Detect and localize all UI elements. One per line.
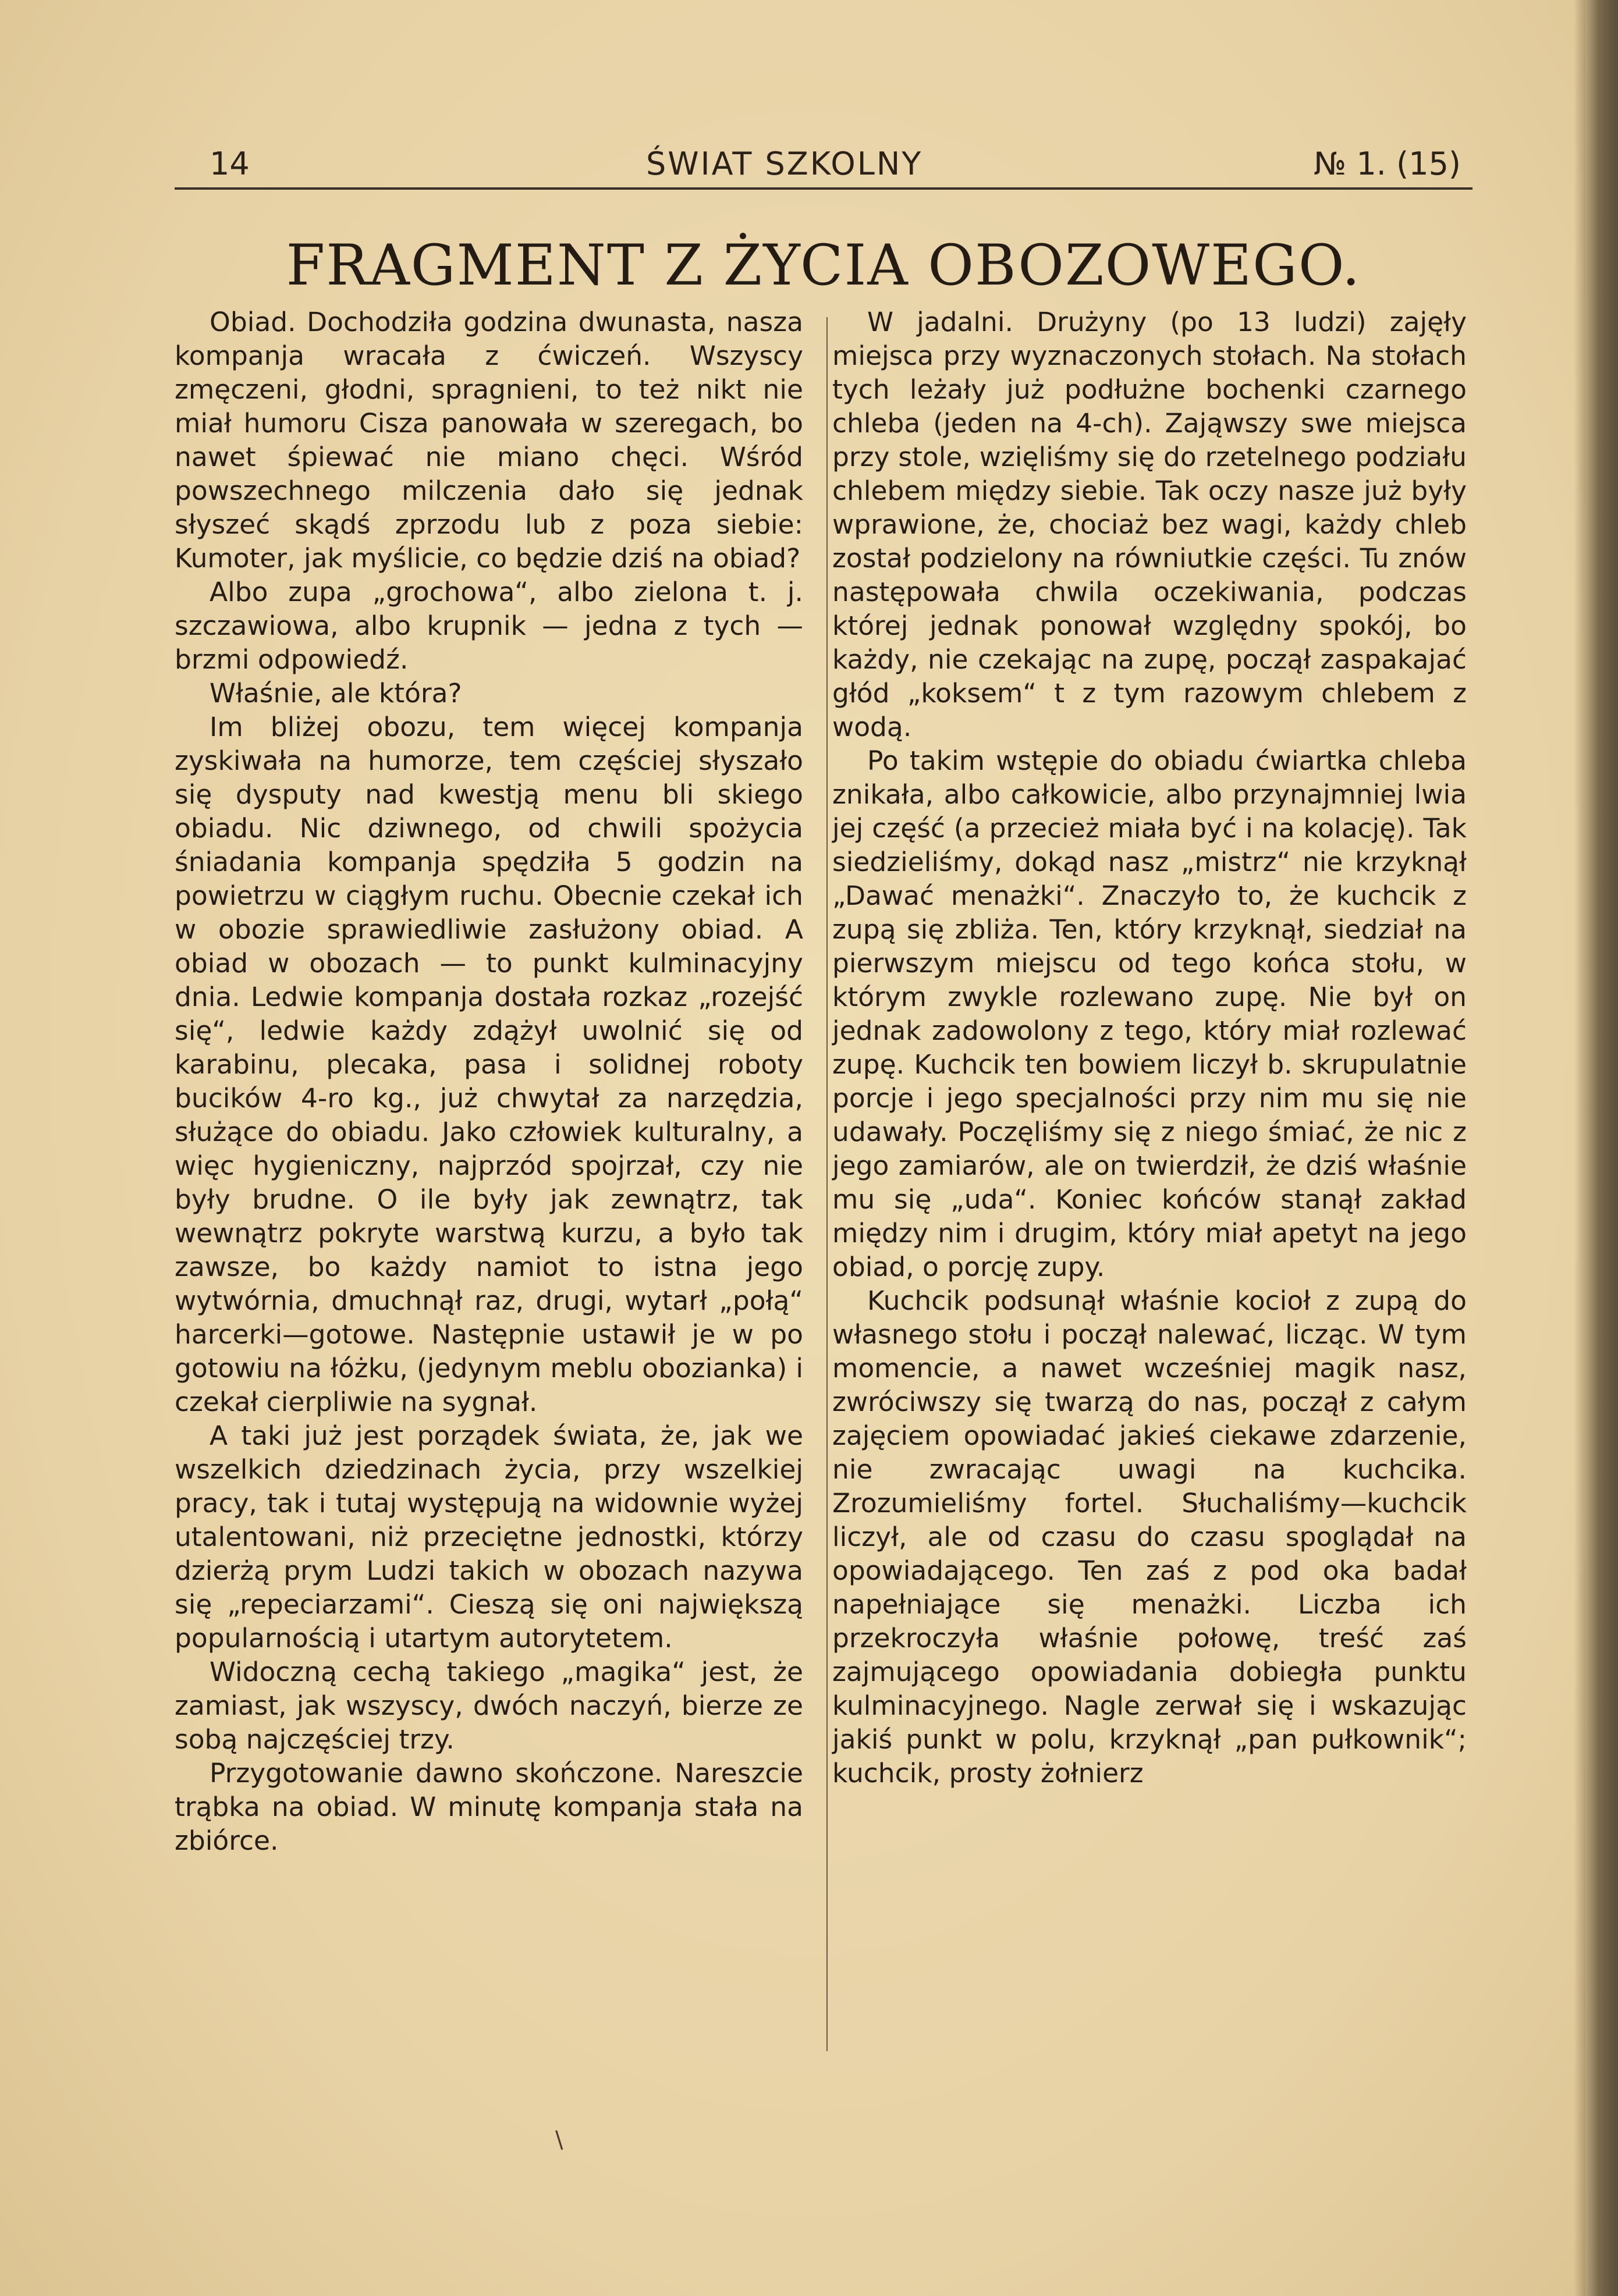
page-shadow bbox=[1574, 0, 1585, 2296]
header-rule bbox=[175, 187, 1472, 190]
paragraph: Albo zupa „grochowa“, albo zielona t. j. szczawiowa, albo krupnik — jedna z tych — brzmi odpowiedź. bbox=[175, 577, 803, 675]
paragraph: Przygotowanie dawno skończone. Nareszcie trąbka na obiad. W minutę kompanja stała na zbiórce. bbox=[175, 1758, 803, 1856]
paragraph: Kuchcik podsunął właśnie kocioł z zupą do własnego stołu i począł nalewać, licząc. W tym momencie, a nawet wcześniej magik nasz, zwróciwszy się twarzą do nas, począł z całym zajęciem opowiadać jakieś ciekawe zdarzenie, nie zwracając uwagi na kuchcika. Zrozumieliśmy fortel. Słuchaliśmy—kuchcik liczył, ale od czasu do czasu spoglądał na opowiadającego. Ten zaś z pod oka badał napełniające się menażki. Liczba ich przekroczyła właśnie połowę, treść zaś zajmującego opowiadania dobiegła punktu kulminacyjnego. Nagle zerwał się i wskazując jakiś punkt w polu, krzyknął „pan pułkownik“; kuchcik, prosty żołnierz bbox=[832, 1285, 1467, 1789]
paragraph: A taki już jest porządek świata, że, jak we wszelkich dziedzinach życia, przy wszelkiej pracy, tak i tutaj występują na widownie wyżej utalentowani, niż przeciętne jednostki, którzy dzierżą prym Ludzi takich w obozach nazywa się „repeciarzami“. Cieszą się oni największą popularnością i utartym autorytetem. bbox=[175, 1420, 803, 1654]
paragraph: Im bliżej obozu, tem więcej kompanja zyskiwała na humorze, tem częściej słyszało się dysputy nad kwestją menu bli skiego obiadu. Nic dziwnego, od chwili spożycia śniadania kompanja spędziła 5 godzin na powietrzu w ciągłym ruchu. Obecnie czekał ich w obozie sprawiedliwie zasłużony obiad. A obiad w obozach — to punkt kulminacyjny dnia. Ledwie kompanja dostała rozkaz „rozejść się“, ledwie każdy zdążył uwolnić się od karabinu, plecaka, pasa i solidnej roboty bucików 4-ro kg., już chwytał za narzędzia, służące do obiadu. Jako człowiek kulturalny, a więc hygieniczny, najprzód spojrzał, czy nie były brudne. O ile były jak zewnątrz, tak wewnątrz pokryte warstwą kurzu, a było tak zawsze, bo każdy namiot to istna jego wytwórnia, dmuchnął raz, drugi, wytarł „połą“ harcerki—gotowe. Następnie ustawił je w po gotowiu na łóżku, (jedynym meblu obozianka) i czekał cierpliwie na sygnał. bbox=[175, 712, 803, 1417]
left-column bbox=[175, 305, 803, 1858]
column-divider bbox=[826, 317, 828, 2051]
paragraph: Po takim wstępie do obiadu ćwiartka chleba znikała, albo całkowicie, albo przynajmniej lwia jej część (a przecież miała być i na kolację). Tak siedzieliśmy, dokąd nasz „mistrz“ nie krzyknął „Dawać menażki“. Znaczyło to, że kuchcik z zupą się zbliża. Ten, który krzyknął, siedział na pierwszym miejscu od tego końca stołu, w którym zwykle rozlewano zupę. Nie był on jednak zadowolony z tego, który miał rozlewać zupę. Kuchcik ten bowiem liczył b. skrupulatnie porcje i jego specjalności przy nim mu się nie udawały. Poczęliśmy się z niego śmiać, że nic z jego zamiarów, ale on twierdził, że dziś właśnie mu się „uda“. Koniec końców stanął zakład między nim i drugim, który miał apetyt na jego obiad, o porcję zupy. bbox=[832, 745, 1467, 1282]
article-title: FRAGMENT Z ŻYCIA OBOZOWEGO. bbox=[286, 233, 1361, 298]
footer-mark: \ bbox=[555, 2127, 563, 2153]
page-number: 14 bbox=[210, 145, 250, 182]
paragraph: Właśnie, ale która? bbox=[210, 678, 462, 709]
right-column bbox=[832, 305, 1467, 1790]
issue-number: № 1. (15) bbox=[1314, 145, 1461, 182]
running-header bbox=[175, 145, 1472, 192]
paragraph: Obiad. Dochodziła godzina dwunasta, nasza kompanja wracała z ćwiczeń. Wszyscy zmęczeni, głodni, spragnieni, to też nikt nie miał humoru Cisza panowała w szeregach, bo nawet śpiewać nie miano chęci. Wśród powszechnego milczenia dało się jednak słyszeć skądś zprzodu lub z poza siebie: Kumoter, jak myślicie, co będzie dziś na obiad? bbox=[175, 307, 803, 574]
paragraph: W jadalni. Drużyny (po 13 ludzi) zajęły miejsca przy wyznaczonych stołach. Na stołach tych leżały już podłużne bochenki czarnego chleba (jeden na 4-ch). Zająwszy swe miejsca przy stole, wzięliśmy się do rzetelnego podziału chlebem między siebie. Tak oczy nasze już były wprawione, że, chociaż bez wagi, każdy chleb został podzielony na równiutkie części. Tu znów następowała chwila oczekiwania, podczas której jednak ponował względny spokój, bo każdy, nie czekając na zupę, począł zaspakajać głód „koksem“ t z tym razowym chlebem z wodą. bbox=[832, 307, 1467, 742]
binding-edge bbox=[1585, 0, 1618, 2296]
magazine-name: ŚWIAT SZKOLNY bbox=[646, 145, 923, 182]
paragraph: Widoczną cechą takiego „magika“ jest, że zamiast, jak wszyscy, dwóch naczyń, bierze ze sobą najczęściej trzy. bbox=[175, 1657, 803, 1755]
